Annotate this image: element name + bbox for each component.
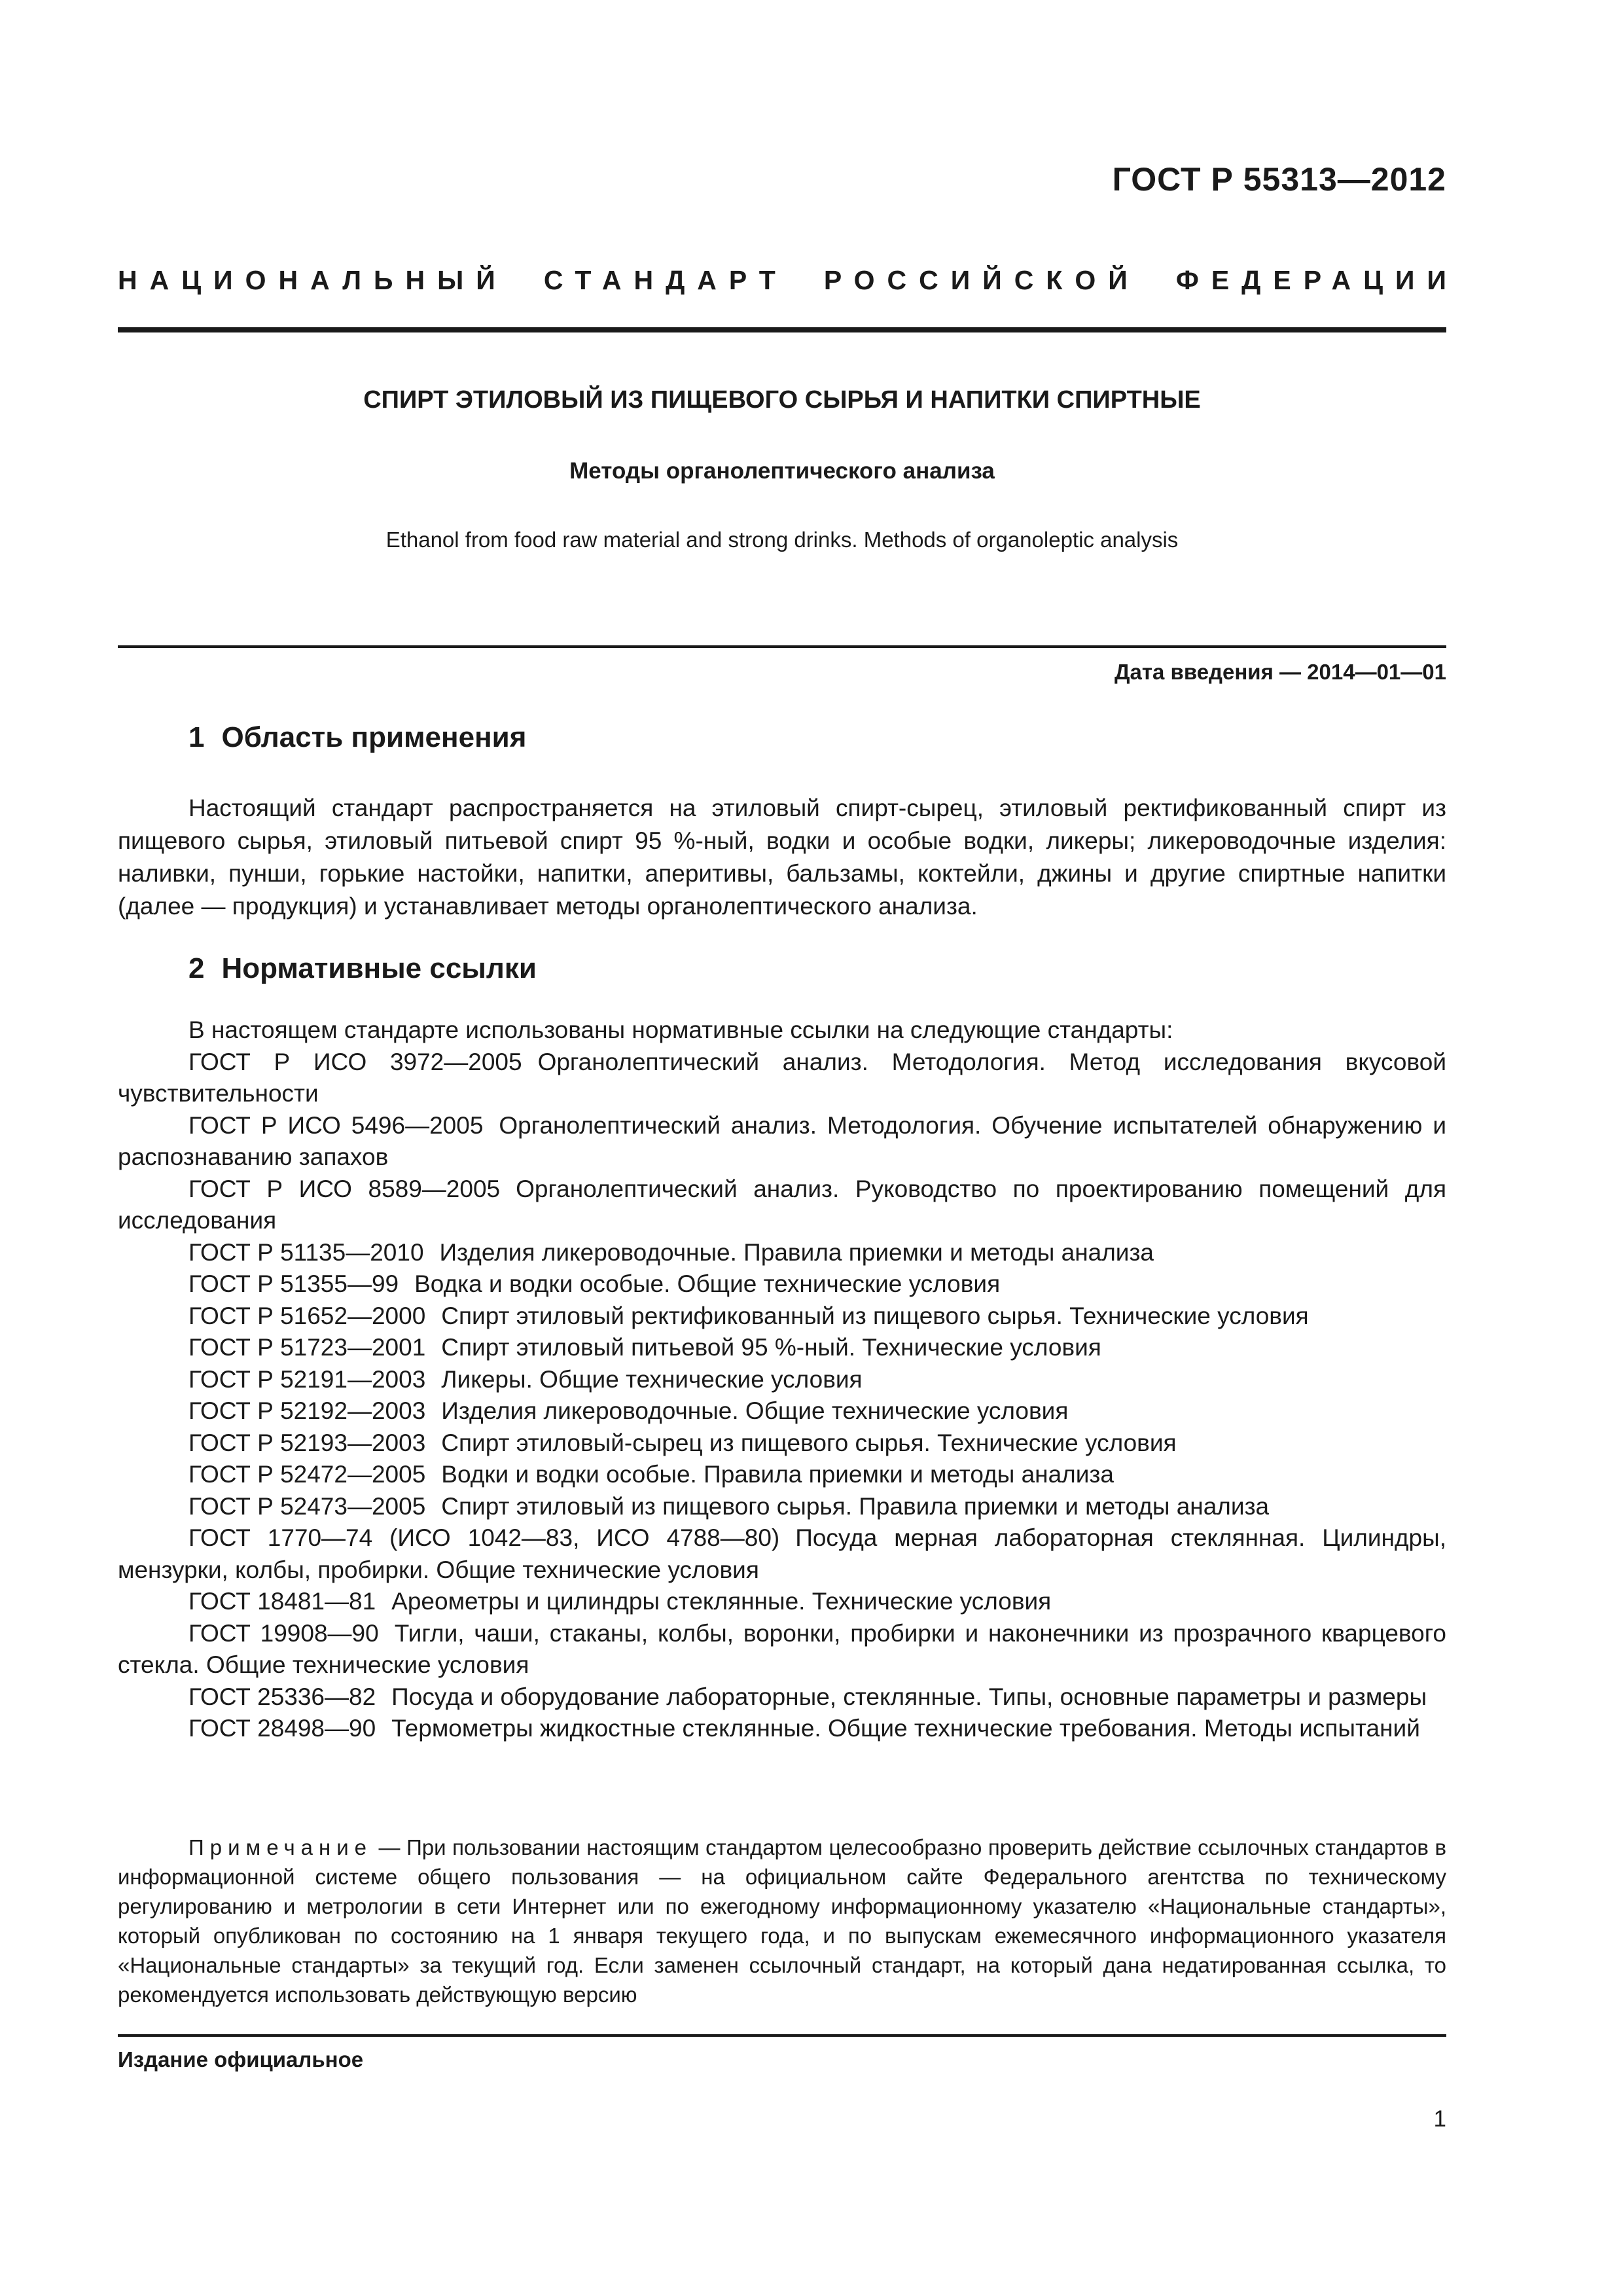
reference-title: Водки и водки особые. Правила приемки и методы анализа bbox=[441, 1461, 1114, 1488]
reference-title: Спирт этиловый-сырец из пищевого сырья. Технические условия bbox=[441, 1429, 1177, 1456]
reference-code: ГОСТ Р 52473—2005 bbox=[188, 1492, 426, 1520]
reference-code: ГОСТ Р ИСО 5496—2005 bbox=[188, 1111, 484, 1139]
reference-title: Органолептический анализ. Руководство по проектированию помещений для исследования bbox=[118, 1175, 1446, 1234]
reference-entry bbox=[118, 1618, 1446, 1681]
scope-paragraph: Настоящий стандарт распространяется на этиловый спирт-сырец, этиловый ректификованный спирт из пищевого сырья, этиловый питьевой спирт 95 %-ный, водки и особые водки, ликеры; ликероводочные изделия: наливки, пунши, горькие настойки, напитки, аперитивы, бальзамы, коктейли, джины и другие спиртные напитки (далее — продукция) и устанавливает методы органолептического анализа. bbox=[118, 795, 1446, 920]
reference-code: ГОСТ Р 51723—2001 bbox=[188, 1334, 426, 1361]
official-edition-label: Издание официальное bbox=[118, 2047, 364, 2072]
reference-code: ГОСТ Р 52193—2003 bbox=[188, 1429, 426, 1456]
reference-entry bbox=[118, 1332, 1446, 1364]
reference-code: ГОСТ 25336—82 bbox=[188, 1683, 376, 1710]
section-title: Нормативные ссылки bbox=[221, 952, 537, 984]
title-divider bbox=[118, 645, 1446, 648]
reference-title: Водка и водки особые. Общие технические условия bbox=[414, 1270, 1001, 1297]
reference-entry bbox=[118, 1237, 1446, 1269]
reference-code: ГОСТ Р ИСО 8589—2005 bbox=[188, 1175, 501, 1202]
introduction-date: Дата введения — 2014—01—01 bbox=[1115, 660, 1446, 684]
reference-entry bbox=[118, 1047, 1446, 1110]
reference-entry bbox=[118, 1174, 1446, 1237]
reference-entry bbox=[118, 1395, 1446, 1427]
page-number: 1 bbox=[1433, 2106, 1446, 2132]
national-standard-banner bbox=[118, 265, 1459, 296]
reference-entry bbox=[118, 1300, 1446, 1333]
reference-code: ГОСТ 1770—74 (ИСО 1042—83, ИСО 4788—80) bbox=[188, 1524, 780, 1551]
reference-entry bbox=[118, 1364, 1446, 1396]
reference-title: Термометры жидкостные стеклянные. Общие технические требования. Методы испытаний bbox=[391, 1715, 1420, 1742]
footer-divider bbox=[118, 2034, 1446, 2037]
document-subtitle: Методы органолептического анализа bbox=[569, 458, 995, 484]
section-number: 1 bbox=[188, 721, 205, 753]
normative-reference-list bbox=[118, 1014, 1446, 1745]
reference-title: Посуда мерная лабораторная стеклянная. Цилиндры, мензурки, колбы, пробирки. Общие технические условия bbox=[118, 1524, 1446, 1583]
reference-code: ГОСТ Р ИСО 3972—2005 bbox=[188, 1048, 522, 1075]
reference-code: ГОСТ 18481—81 bbox=[188, 1588, 376, 1615]
reference-code: ГОСТ Р 52192—2003 bbox=[188, 1397, 426, 1424]
section-heading-normative-references bbox=[188, 952, 537, 985]
reference-entry bbox=[118, 1586, 1446, 1618]
document-page bbox=[118, 0, 1459, 2296]
reference-code: ГОСТ Р 51135—2010 bbox=[188, 1238, 424, 1266]
reference-entry bbox=[118, 1491, 1446, 1523]
reference-entry bbox=[118, 1713, 1446, 1745]
reference-title: Изделия ликероводочные. Общие технические условия bbox=[441, 1397, 1069, 1424]
reference-title: Изделия ликероводочные. Правила приемки и методы анализа bbox=[439, 1238, 1154, 1266]
reference-entry bbox=[118, 1427, 1446, 1460]
reference-title: Органолептический анализ. Методология. Метод исследования вкусовой чувствительности bbox=[118, 1048, 1446, 1107]
note-paragraph bbox=[118, 1833, 1446, 2009]
section-title: Область применения bbox=[221, 721, 527, 753]
reference-code: ГОСТ 19908—90 bbox=[188, 1619, 379, 1647]
reference-entry bbox=[118, 1681, 1446, 1713]
banner-word: СТАНДАРТ bbox=[543, 265, 788, 295]
banner-word: НАЦИОНАЛЬНЫЙ bbox=[118, 265, 508, 295]
reference-title: Посуда и оборудование лабораторные, стеклянные. Типы, основные параметры и размеры bbox=[391, 1683, 1427, 1710]
banner-word: РОССИЙСКОЙ bbox=[823, 265, 1140, 295]
reference-code: ГОСТ Р 51652—2000 bbox=[188, 1302, 426, 1329]
reference-code: ГОСТ Р 52472—2005 bbox=[188, 1461, 426, 1488]
section-heading-scope bbox=[188, 721, 526, 754]
reference-code: ГОСТ Р 52191—2003 bbox=[188, 1365, 426, 1393]
document-title-english: Ethanol from food raw material and strong drinks. Methods of organoleptic analysis bbox=[385, 528, 1179, 552]
reference-entry bbox=[118, 1268, 1446, 1300]
reference-entry bbox=[118, 1522, 1446, 1586]
references-intro: В настоящем стандарте использованы нормативные ссылки на следующие стандарты: bbox=[188, 1016, 1173, 1043]
note-text: — При пользовании настоящим стандартом целесообразно проверить действие ссылочных стандартов в информационной системе общего пользования — на официальном сайте Федерального агентства по техническому регулированию и метрологии в сети Интернет или по ежегодному информационному указателю «Национальные стандарты», который опубликован по состоянию на 1 января текущего года, и по выпускам ежемесячного информационного указателя «Национальные стандарты» за текущий год. Если заменен ссылочный стандарт, на который дана недатированная ссылка, то рекомендуется использовать действующую версию bbox=[118, 1835, 1446, 2007]
reference-title: Спирт этиловый питьевой 95 %-ный. Технические условия bbox=[441, 1334, 1101, 1361]
reference-code: ГОСТ Р 51355—99 bbox=[188, 1270, 399, 1297]
document-title: СПИРТ ЭТИЛОВЫЙ ИЗ ПИЩЕВОГО СЫРЬЯ И НАПИТКИ СПИРТНЫЕ bbox=[363, 386, 1201, 414]
document-code: ГОСТ Р 55313—2012 bbox=[1112, 161, 1446, 198]
reference-title: Спирт этиловый ректификованный из пищевого сырья. Технические условия bbox=[441, 1302, 1309, 1329]
banner-word: ФЕДЕРАЦИИ bbox=[1175, 265, 1459, 295]
header-divider bbox=[118, 327, 1446, 332]
reference-title: Ареометры и цилиндры стеклянные. Технические условия bbox=[391, 1588, 1052, 1615]
reference-title: Ликеры. Общие технические условия bbox=[441, 1365, 863, 1393]
reference-code: ГОСТ 28498—90 bbox=[188, 1715, 376, 1742]
reference-entry bbox=[118, 1110, 1446, 1174]
reference-title: Спирт этиловый из пищевого сырья. Правила приемки и методы анализа bbox=[441, 1492, 1270, 1520]
reference-title: Тигли, чаши, стаканы, колбы, воронки, пробирки и наконечники из прозрачного кварцевого стекла. Общие технические условия bbox=[118, 1619, 1446, 1678]
section-number: 2 bbox=[188, 952, 205, 984]
reference-title: Органолептический анализ. Методология. Обучение испытателей обнаружению и распознаванию запахов bbox=[118, 1111, 1446, 1170]
reference-entry bbox=[118, 1459, 1446, 1491]
note-label: Примечание bbox=[188, 1835, 373, 1859]
